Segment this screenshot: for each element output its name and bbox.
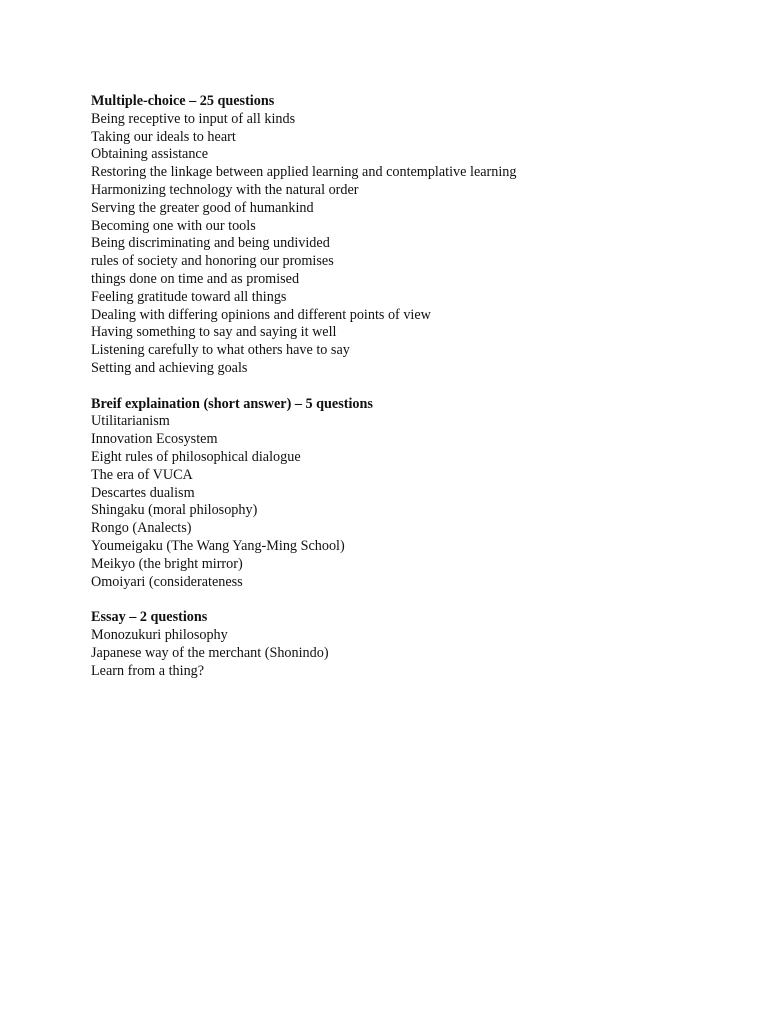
section-heading: Multiple-choice – 25 questions xyxy=(91,93,275,109)
list-item: Youmeigaku (The Wang Yang-Ming School) xyxy=(91,537,345,554)
list-item: rules of society and honoring our promises xyxy=(91,253,334,270)
list-item: Restoring the linkage between applied learning and contemplative learning xyxy=(91,164,517,181)
section-short-answer xyxy=(91,396,731,592)
list-item: Japanese way of the merchant (Shonindo) xyxy=(91,644,329,661)
section-multiple-choice xyxy=(91,93,731,378)
list-item: Obtaining assistance xyxy=(91,146,209,163)
list-item: Having something to say and saying it well xyxy=(91,324,337,341)
section-heading: Breif explaination (short answer) – 5 questions xyxy=(91,395,373,412)
topic-list xyxy=(91,413,731,591)
list-item: Taking our ideals to heart xyxy=(91,128,236,145)
list-item: Feeling gratitude toward all things xyxy=(91,288,287,305)
list-item: Setting and achieving goals xyxy=(91,359,248,376)
list-item: Utilitarianism xyxy=(91,413,170,430)
list-item: Omoiyari (considerateness xyxy=(91,573,243,590)
list-item: Learn from a thing? xyxy=(91,662,205,679)
document-content xyxy=(91,93,731,698)
list-item: Rongo (Analects) xyxy=(91,520,192,537)
list-item: Innovation Ecosystem xyxy=(91,431,218,448)
list-item: Descartes dualism xyxy=(91,484,195,501)
list-item: Shingaku (moral philosophy) xyxy=(91,502,258,519)
list-item: Serving the greater good of humankind xyxy=(91,199,314,216)
section-essay xyxy=(91,609,731,680)
list-item: The era of VUCA xyxy=(91,466,193,483)
list-item: Becoming one with our tools xyxy=(91,217,256,234)
list-item: Eight rules of philosophical dialogue xyxy=(91,448,301,465)
list-item: Dealing with differing opinions and different points of view xyxy=(91,306,431,323)
section-heading: Essay – 2 questions xyxy=(91,609,208,626)
topic-list xyxy=(91,111,731,378)
list-item: Being discriminating and being undivided xyxy=(91,235,330,252)
topic-list xyxy=(91,627,731,680)
list-item: Harmonizing technology with the natural order xyxy=(91,181,359,198)
list-item: Meikyo (the bright mirror) xyxy=(91,555,243,572)
list-item: Monozukuri philosophy xyxy=(91,626,228,643)
list-item: Listening carefully to what others have to say xyxy=(91,342,350,359)
list-item: things done on time and as promised xyxy=(91,270,300,287)
list-item: Being receptive to input of all kinds xyxy=(91,110,296,127)
